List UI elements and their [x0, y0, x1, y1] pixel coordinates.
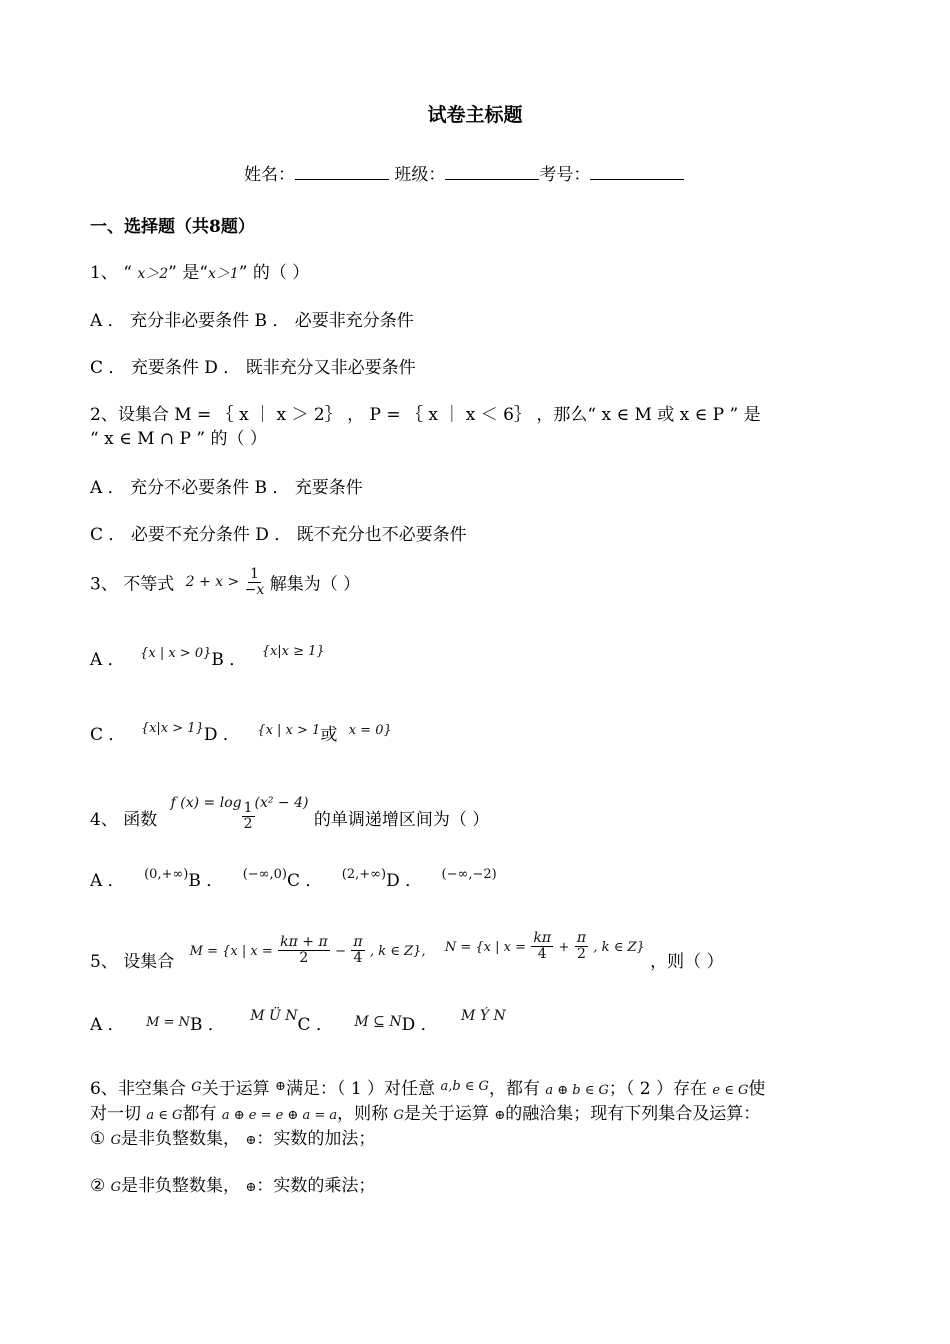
q6-item2-text: 是非负整数集， — [121, 1176, 241, 1196]
q5-option-b-label: B ． — [189, 1015, 225, 1035]
q5-set-n — [444, 930, 650, 962]
q6-identity: a ⊕ e = e ⊕ a = a — [221, 1108, 338, 1123]
q6-text: 都有 — [182, 1104, 217, 1124]
q6-set-g: G — [393, 1108, 404, 1123]
q6-closure: a ⊕ b ∈ G — [545, 1083, 609, 1098]
q6-text: ，则称 — [337, 1104, 389, 1124]
q6-ab-in-g: a,b ∈ G — [440, 1079, 489, 1094]
question-6-item2 — [90, 1171, 375, 1196]
question-5-options — [90, 1010, 506, 1035]
q3-option-c-label: C ． — [90, 725, 126, 745]
question-6-line2 — [90, 1099, 760, 1124]
q6-item1-text: ：实数的加法； — [256, 1129, 376, 1149]
q4-log-base-num: 1 — [243, 800, 253, 817]
q3-suffix: 解集为（ ） — [269, 574, 361, 595]
q1-cond1: x＞2 — [137, 266, 169, 282]
q6-set-g: G — [110, 1180, 122, 1195]
q5-set-m-lhs: M = {x | x = — [189, 944, 273, 959]
q6-text: 是关于运算 — [403, 1104, 489, 1124]
q4-option-a: (0,+∞) — [144, 867, 189, 882]
id-blank — [590, 167, 684, 180]
q5-set-n-fraction1 — [531, 931, 553, 961]
q4-log-base — [242, 801, 255, 831]
q6-item1-text: 是非负整数集， — [121, 1129, 241, 1149]
q5-set-m-fraction1 — [278, 935, 330, 965]
q6-text: 满足：（ 1 ）对任意 — [285, 1079, 436, 1099]
q5-option-d-label: D ． — [401, 1015, 438, 1035]
q5-set-m — [189, 934, 431, 966]
q4-option-c-label: C ． — [286, 871, 323, 891]
class-blank — [445, 167, 539, 180]
q5-n-f1-num: kπ — [533, 930, 552, 947]
q6-a-in-g: a ∈ G — [146, 1108, 183, 1123]
q6-item1-number: ① — [90, 1129, 106, 1149]
q6-operator: ⊕ — [494, 1108, 506, 1123]
q3-option-d-part1: {x | x > 1 — [257, 723, 321, 738]
name-label: 姓名： — [244, 165, 295, 185]
q4-function-lhs: f (x) = log — [170, 795, 242, 811]
q3-inequality: 2 + x > — [185, 574, 240, 591]
q4-prefix: 4、 函数 — [90, 810, 158, 830]
q6-operator: ⊕ — [245, 1180, 257, 1195]
q3-option-a-label: A ． — [90, 650, 125, 670]
q4-log-argument: (x² − 4) — [254, 795, 309, 811]
q5-n-f1-den: 4 — [537, 946, 547, 962]
question-1-options-cd: C ． 充要条件 D ． 既非充分又非必要条件 — [90, 358, 416, 378]
q5-m-f2-num: π — [353, 934, 363, 951]
q5-suffix: ，则（ ） — [650, 952, 724, 972]
q6-text: ，都有 — [488, 1079, 540, 1099]
question-2-stem-line2: “ x ∈ M ∩ P ” 的（ ） — [90, 429, 267, 449]
class-label: 班级： — [394, 165, 446, 185]
q3-fraction-num: 1 — [250, 566, 259, 582]
id-label: 考号： — [539, 165, 591, 185]
q6-text: 关于运算 — [201, 1079, 270, 1099]
q6-operator: ⊕ — [245, 1133, 257, 1148]
question-3-options-cd — [90, 720, 392, 745]
q6-text: 的融洽集；现有下列集合及运算： — [505, 1104, 761, 1124]
question-1-stem — [90, 258, 309, 283]
q4-option-d-label: D ． — [386, 871, 423, 891]
q4-function — [170, 792, 314, 832]
q6-set-g: G — [191, 1080, 202, 1095]
q3-option-a: {x | x > 0} — [140, 646, 212, 661]
q5-option-b: M Ü N — [250, 1008, 298, 1024]
q6-set-g: G — [110, 1133, 122, 1148]
q4-option-d: (−∞,−2) — [441, 867, 497, 882]
q1-cond2: x＞1 — [207, 266, 239, 282]
q6-text: 使 — [748, 1079, 766, 1099]
q3-fraction — [245, 567, 265, 597]
q3-option-d-part2: x = 0} — [348, 723, 392, 738]
q5-option-a: M = N — [146, 1015, 190, 1030]
q5-option-c: M ⊆ N — [354, 1014, 402, 1030]
q3-fraction-den: −x — [244, 581, 265, 598]
student-info-line — [244, 160, 684, 185]
q4-option-a-label: A ． — [90, 871, 125, 891]
q4-option-c: (2,+∞) — [341, 867, 387, 882]
q1-text: ” 是“ — [168, 263, 208, 283]
question-4-stem — [90, 795, 490, 836]
question-1-options-ab: A ． 充分非必要条件 B ． 必要非充分条件 — [90, 311, 414, 331]
q1-text: ” 的（ ） — [238, 263, 310, 283]
q6-item2-number: ② — [90, 1176, 106, 1196]
q5-set-n-tail: , k ∈ Z} — [593, 940, 645, 955]
question-3-stem — [90, 567, 360, 597]
question-6-line1 — [90, 1074, 765, 1099]
q5-option-a-label: A ． — [90, 1015, 125, 1035]
q6-item2-text: ：实数的乘法； — [256, 1176, 376, 1196]
question-6-item1 — [90, 1124, 375, 1149]
question-4-options — [90, 866, 497, 891]
q3-option-d-label: D ． — [203, 725, 240, 745]
q5-option-c-label: C ． — [297, 1015, 333, 1035]
name-blank — [295, 167, 389, 180]
q1-text: 1、 “ — [90, 263, 138, 283]
q5-set-n-fraction2 — [575, 931, 588, 961]
question-2-options-ab: A ． 充分不必要条件 B ． 充要条件 — [90, 478, 363, 498]
section-heading: 一、选择题（共8题） — [90, 217, 255, 237]
q5-m-f2-den: 4 — [353, 950, 363, 966]
question-3-options-ab — [90, 645, 325, 670]
q5-n-f2-num: π — [576, 930, 587, 947]
q4-suffix: 的单调递增区间为（ ） — [313, 810, 490, 830]
q5-n-plus: + — [558, 940, 570, 955]
q4-option-b: (−∞,0) — [242, 867, 287, 882]
page-title: 试卷主标题 — [427, 104, 523, 126]
q5-prefix: 5、 设集合 — [90, 952, 175, 972]
q4-option-b-label: B ． — [188, 871, 224, 891]
q5-set-m-fraction2 — [351, 935, 364, 965]
q5-option-d: M Ý N — [461, 1008, 506, 1024]
q5-set-n-lhs: N = {x | x = — [444, 940, 526, 955]
q5-m-f1-den: 2 — [299, 950, 309, 966]
q5-m-f1-num: kπ + π — [280, 934, 328, 951]
q5-n-f2-den: 2 — [576, 946, 586, 962]
question-2-stem-line1: 2、设集合 M = ｛ x ｜ x ＞ 2｝ ， P = ｛ x ｜ x ＜ 6｝ ，那么“ x ∈ M 或 x ∈ P ” 是 — [90, 405, 761, 425]
q6-text: 6、非空集合 — [90, 1079, 186, 1099]
q6-operator: ⊕ — [275, 1079, 286, 1094]
q3-option-d-or: 或 — [320, 725, 338, 745]
q3-option-b-label: B ． — [211, 650, 247, 670]
q3-prefix: 3、 不等式 — [90, 574, 175, 595]
q6-e-in-g: e ∈ G — [712, 1083, 749, 1098]
q6-text: ；（ 2 ）存在 — [608, 1079, 707, 1099]
q5-set-m-tail: , k ∈ Z}, — [369, 944, 426, 959]
q3-option-c: {x|x > 1} — [140, 721, 204, 736]
question-2-options-cd: C ． 必要不充分条件 D ． 既不充分也不必要条件 — [90, 525, 467, 545]
q6-text: 对一切 — [90, 1104, 141, 1124]
q5-m-minus: − — [335, 944, 346, 959]
q3-option-b: {x|x ≥ 1} — [261, 644, 325, 659]
q4-log-base-den: 2 — [243, 816, 253, 832]
